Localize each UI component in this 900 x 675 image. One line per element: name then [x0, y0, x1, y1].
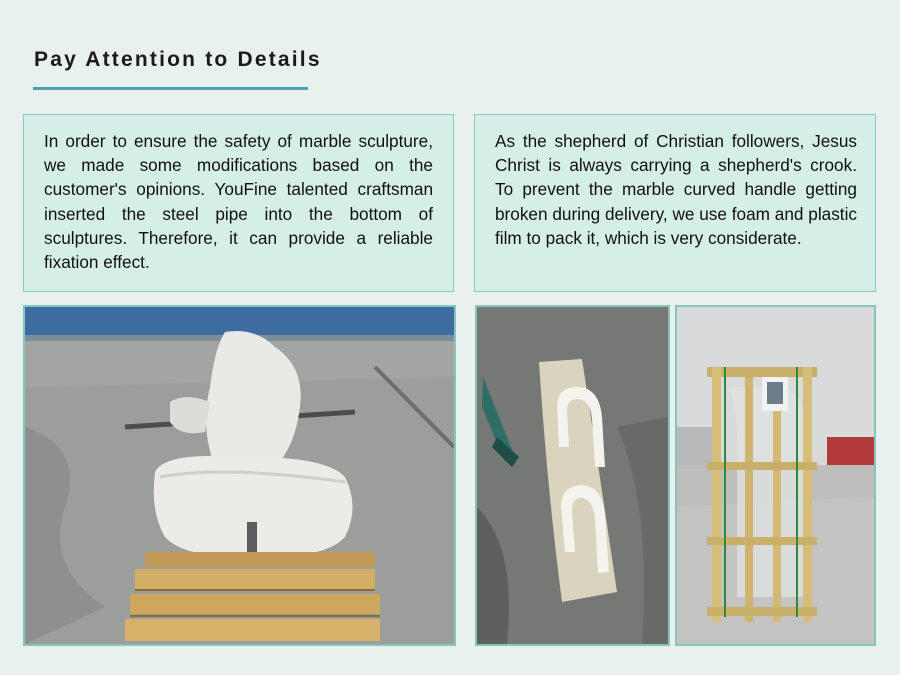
title-underline [33, 87, 308, 90]
text-box-steel-pipe [23, 114, 454, 292]
photo-crook-in-foam [475, 305, 670, 646]
text-box-steel-pipe-text: In order to ensure the safety of marble sculpture, we made some modifications based on the customer's opinions. YouFine talented craftsman inserted the steel pipe into the bottom of sculptures. Therefore, it can provide a reliable fixation effect. [44, 131, 433, 273]
photo-statue-steel-pipe [23, 305, 456, 646]
page-title: Pay Attention to Details [34, 48, 322, 71]
statue-on-pallet-image [25, 307, 454, 644]
text-box-shepherd-crook [474, 114, 876, 292]
photo-wooden-crate [675, 305, 876, 646]
crook-foam-image [477, 307, 668, 644]
text-box-shepherd-crook-text: As the shepherd of Christian followers, Jesus Christ is always carrying a shepherd's crook. To prevent the marble curved handle getting broken during delivery, we use foam and plastic film to pack it, which is very considerate. [495, 131, 857, 248]
wooden-crate-image [677, 307, 874, 644]
